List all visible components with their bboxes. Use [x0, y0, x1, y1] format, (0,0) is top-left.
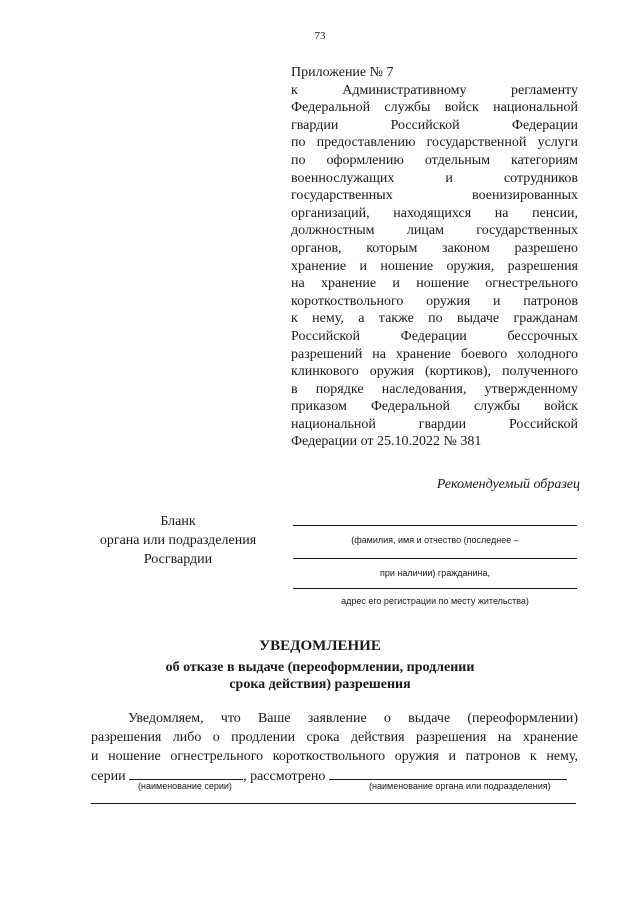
- annex-line: должностным лицам государственных: [291, 223, 578, 239]
- organ-blank-block: [88, 512, 268, 569]
- annex-title: Приложение № 7: [291, 65, 394, 80]
- notice-subtitle-line: срока действия) разрешения: [229, 677, 411, 692]
- addressee-name-field[interactable]: [293, 525, 577, 526]
- considered-label: , рассмотрено: [243, 769, 326, 784]
- recommended-sample-label: Рекомендуемый образец: [436, 477, 580, 492]
- annex-line: разрешений на хранение боевого холодного: [291, 346, 578, 362]
- annex-line: клинкового оружия (кортиков), полученного: [291, 364, 578, 380]
- notice-subtitle-line: об отказе в выдаче (переоформлении, продлении: [165, 660, 475, 675]
- annex-block: [291, 64, 578, 451]
- annex-line: национальной гвардии Российской: [291, 416, 578, 432]
- page-number: 73: [314, 30, 326, 42]
- continuation-field[interactable]: [91, 803, 576, 804]
- annex-line: Российской Федерации бессрочных: [291, 328, 578, 344]
- addressee-address-field[interactable]: [293, 588, 577, 589]
- series-label: серии: [91, 769, 126, 784]
- notice-body-line: Уведомляем, что Ваше заявление о выдаче (переоформлении): [128, 711, 578, 726]
- organ-field[interactable]: [329, 766, 567, 780]
- blank-line: органа или подразделения: [99, 533, 257, 548]
- annex-line: Федерации от 25.10.2022 № 381: [291, 434, 482, 450]
- annex-line: приказом Федеральной службы войск: [291, 399, 578, 415]
- annex-line: хранение и ношение оружия, разрешения: [291, 258, 578, 274]
- addressee-caption: (фамилия, имя и отчество (последнее –: [351, 535, 519, 545]
- annex-line: к нему, а также по выдаче гражданам: [291, 311, 578, 327]
- annex-line: короткоствольного оружия и патронов: [291, 293, 578, 309]
- notice-body-line: разрешения либо о продлении срока действия разрешения на хранение: [91, 730, 578, 745]
- notice-body: [91, 709, 578, 766]
- blank-line: Росгвардии: [143, 552, 213, 567]
- annex-line: органов, которым законом разрешено: [291, 240, 578, 256]
- annex-line: военнослужащих и сотрудников: [291, 170, 578, 186]
- notice-subtitle: [0, 659, 640, 693]
- annex-line: по предоставлению государственной услуги: [291, 135, 578, 151]
- annex-line: организаций, находящихся на пенсии,: [291, 205, 578, 221]
- addressee-caption: при наличии) гражданина,: [380, 568, 490, 578]
- annex-line: в порядке наследования, утвержденному: [291, 381, 578, 397]
- annex-line: государственных военизированных: [291, 188, 578, 204]
- addressee-caption: адрес его регистрации по месту жительства): [341, 596, 529, 606]
- annex-line: по оформлению отдельным категориям: [291, 152, 578, 168]
- annex-line: гвардии Российской Федерации: [291, 117, 578, 133]
- series-caption: (наименование серии): [138, 781, 232, 791]
- notice-title: УВЕДОМЛЕНИЕ: [259, 638, 381, 654]
- blank-line: Бланк: [160, 514, 196, 529]
- addressee-name-field-2[interactable]: [293, 558, 577, 559]
- series-field[interactable]: [129, 766, 243, 780]
- notice-body-line: и ношение огнестрельного короткоствольного оружия и патронов к нему,: [91, 749, 578, 764]
- annex-line: к Административному регламенту: [291, 82, 578, 98]
- annex-line: на хранение и ношение огнестрельного: [291, 276, 578, 292]
- annex-body: [291, 82, 578, 451]
- organ-caption: (наименование органа или подразделения): [369, 781, 551, 791]
- annex-line: Федеральной службы войск национальной: [291, 100, 578, 116]
